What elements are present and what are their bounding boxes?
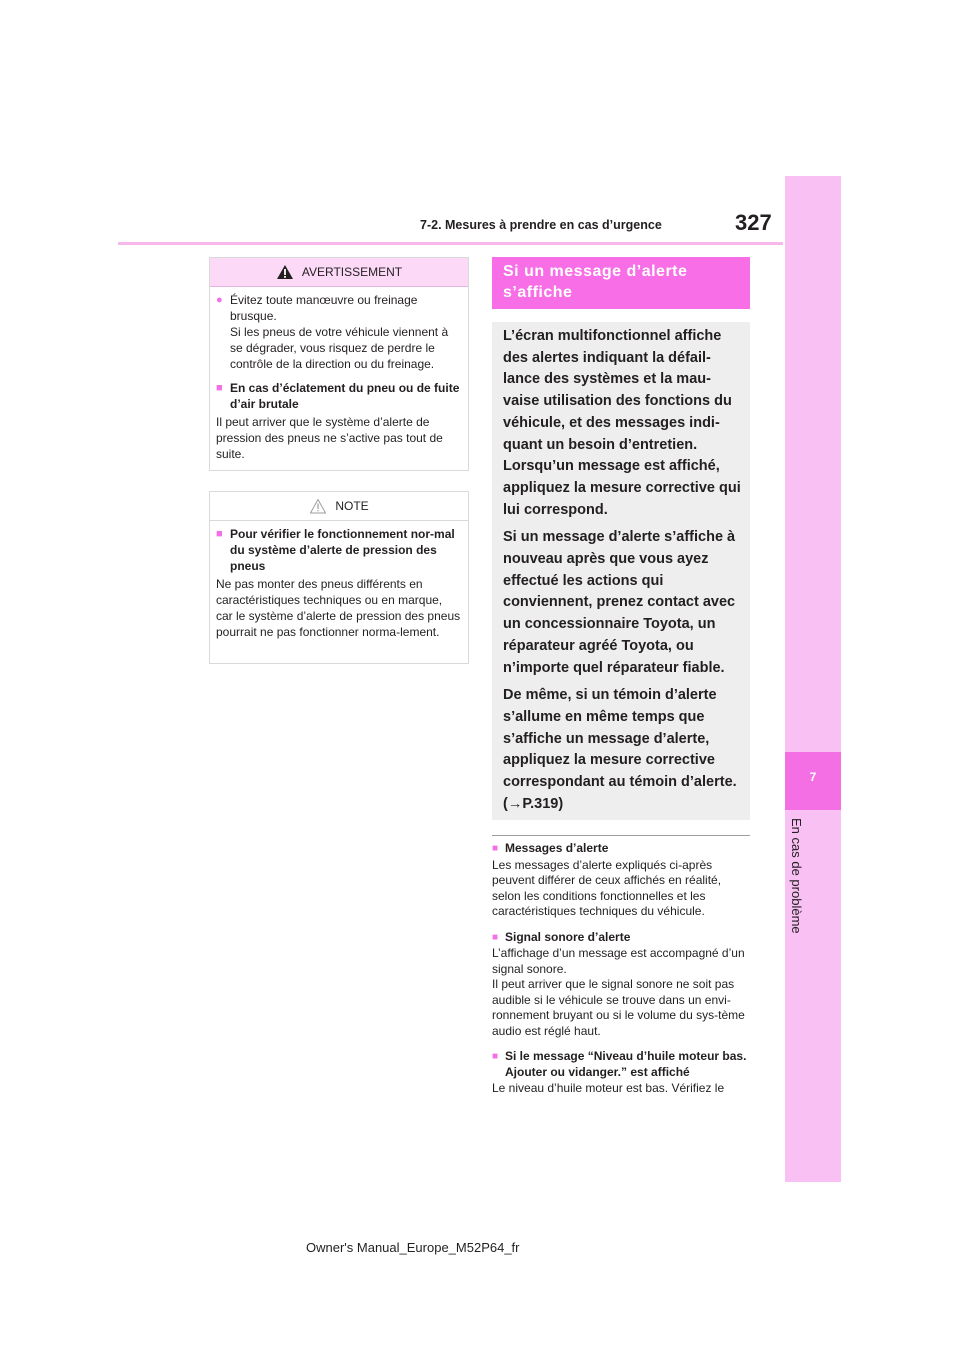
chapter-label: En cas de problème: [789, 818, 804, 934]
square-bullet-icon: ■: [216, 528, 223, 540]
section-title: 7-2. Mesures à prendre en cas d’urgence: [420, 218, 662, 232]
chapter-side-tab: [785, 176, 841, 1182]
page-number: 327: [735, 210, 772, 235]
section-alert-messages: [492, 841, 752, 920]
square-bullet-icon: ■: [492, 843, 499, 854]
square-bullet-icon: ■: [216, 382, 223, 394]
square-bullet-icon: ■: [492, 931, 499, 943]
intro-text: [503, 326, 743, 821]
warning-title: AVERTISSEMENT: [301, 265, 403, 279]
warning-body: [216, 292, 462, 462]
note-subhead: ■ Pour vérifier le fonctionnement nor-mal du système d’alerte de pression des pneus: [216, 527, 455, 573]
intro-box: [492, 322, 750, 820]
warning-box: [209, 257, 469, 471]
section-title-3: Si le message “Niveau d’huile moteur bas. Ajouter ou vidanger.” est affiché: [505, 1049, 747, 1079]
section-heading-bar: [492, 257, 750, 309]
warning-subhead: ■ En cas d’éclatement du pneu ou de fuite d’air brutale: [216, 381, 460, 411]
warning-bullet: [216, 292, 462, 372]
warning-bullet-text: Si les pneus de votre véhicule viennent à se dégrader, vous risquez de perdre le contrôle de la direction ou du freinage.: [230, 325, 449, 371]
warning-triangle-icon: [276, 264, 294, 280]
note-title: NOTE: [335, 499, 369, 513]
intro-paragraph-1: L’écran multifonctionnel affiche des alertes indiquant la défail-lance des systèmes et la mau-vaise utilisation des fonctions du véhicule, et des messages indi-quant un besoin d’entretien. Lorsqu’un message est affiché, appliquez la mesure corrective qui lui correspond.: [503, 328, 741, 518]
chapter-number: 7: [809, 770, 817, 784]
warning-subtext: Il peut arriver que le système d’alerte de pression des pneus ne s’active pas tout de suite.: [216, 415, 443, 461]
section-heading: Si un message d’alerte s’affiche: [503, 263, 688, 301]
section-alert-buzzer: [492, 930, 752, 1040]
note-body: [216, 526, 462, 640]
warning-header: [210, 258, 468, 287]
note-header: [210, 492, 468, 521]
intro-paragraph-3: De même, si un témoin d’alerte s’allume en même temps que s’affiche un message d’alerte, appliquez la mesure corrective correspondant au témoin d’alerte. (→P.319): [503, 687, 737, 812]
intro-paragraph-2: Si un message d’alerte s’affiche à nouveau après que vous ayez effectué les actions qui conviennent, prenez contact avec un concessionnaire Toyota, un réparateur agréé Toyota, ou n’importe quel réparateur fiable.: [503, 529, 736, 676]
section-text-1: Les messages d’alerte expliqués ci-après peuvent différer de ceux affichés en réalité, selon les conditions fonctionnelles et les caractéristiques techniques du véhicule.: [492, 857, 722, 918]
messages-sections: [492, 841, 752, 1107]
circle-bullet-icon: ●: [216, 294, 223, 306]
note-box: [209, 491, 469, 664]
section-text-2: L’affichage d’un message est accompagné d’un signal sonore.: [492, 946, 745, 976]
section-title-1: Messages d’alerte: [505, 841, 609, 855]
warning-bullet-title: Évitez toute manœuvre ou freinage brusque.: [230, 293, 418, 323]
caution-triangle-icon: [309, 498, 327, 514]
section-text-2b: Il peut arriver que le signal sonore ne soit pas audible si le véhicule se trouve dans un envi-ronnement bruyant ou si le volume du sys-tème audio est réglé haut.: [492, 977, 745, 1038]
square-bullet-icon: ■: [492, 1051, 499, 1062]
footer-text: Owner's Manual_Europe_M52P64_fr: [306, 1240, 520, 1255]
note-subtext: Ne pas monter des pneus différents en caractéristiques techniques ou en marque, car le système d’alerte de pression des pneus pourrait ne pas fonctionner norma-lement.: [216, 577, 461, 639]
section-title-2: Signal sonore d’alerte: [505, 929, 631, 944]
header-rule: [118, 242, 783, 245]
section-oil-level: [492, 1049, 752, 1097]
divider: [492, 835, 750, 836]
section-text-3: Le niveau d’huile moteur est bas. Vérifiez le: [492, 1081, 725, 1095]
